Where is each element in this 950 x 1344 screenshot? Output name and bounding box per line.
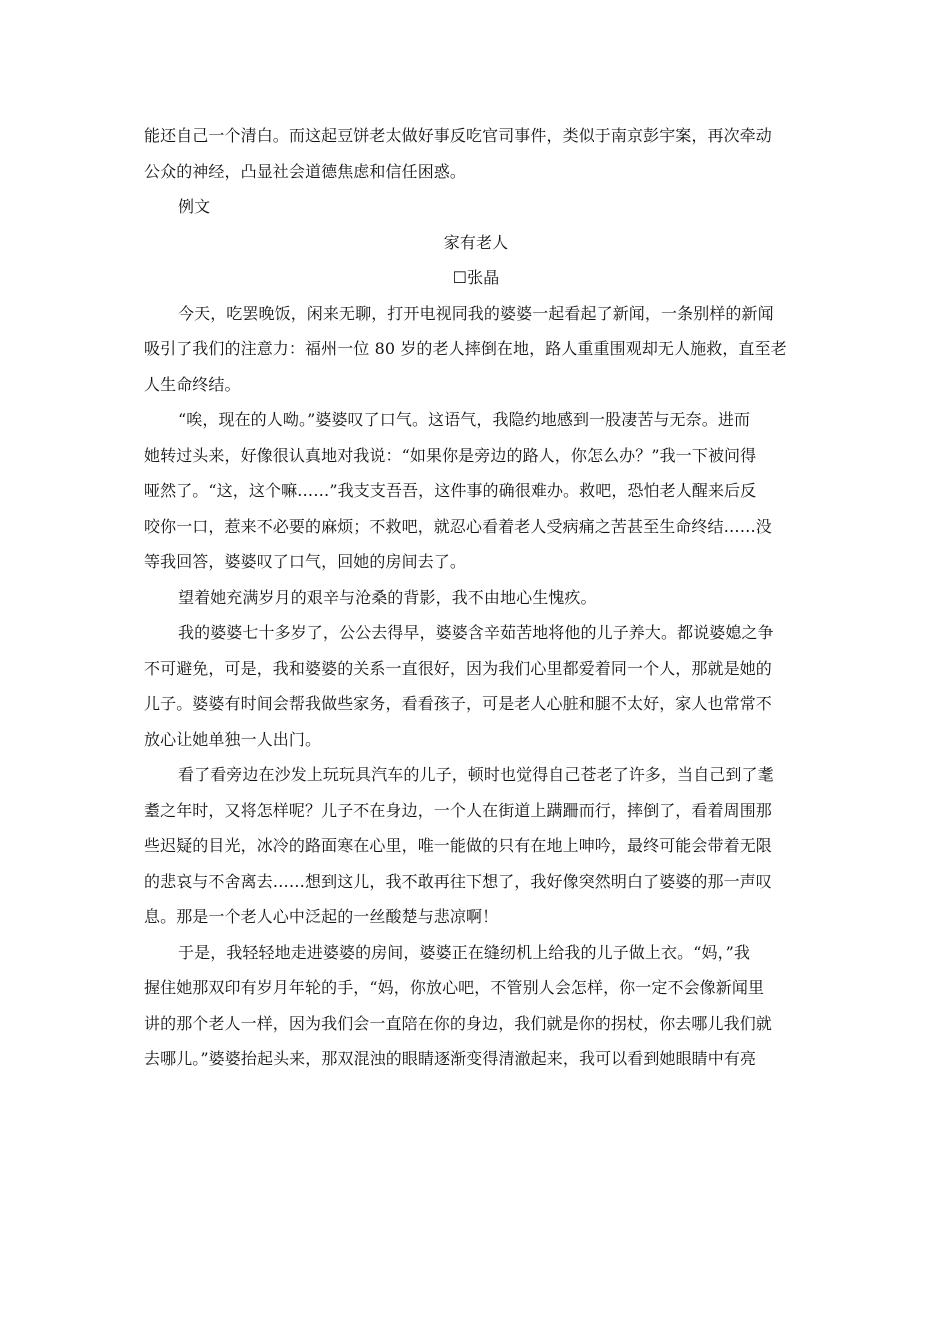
intro-paragraph bbox=[144, 118, 808, 189]
text-line: 耋之年时，又将怎样呢？儿子不在身边，一个人在街道上蹒跚而行，摔倒了，看着周围那 bbox=[144, 800, 772, 820]
text-line: 公众的神经，凸显社会道德焦虑和信任困惑。 bbox=[144, 161, 467, 181]
text-line: 等我回答，婆婆叹了口气，回她的房间去了。 bbox=[144, 552, 467, 571]
text-line: 哑然了。“这，这个嘛……”我支支吾吾，这件事的确很难办。救吧，恐怕老人醒来后反 bbox=[144, 481, 757, 500]
text-line: 看了看旁边在沙发上玩玩具汽车的儿子，顿时也觉得自己苍老了许多，当自己到了耄 bbox=[178, 765, 774, 784]
text-line: 不可避免，可是，我和婆婆的关系一直很好，因为我们心里都爱着同一个人，那就是她的 bbox=[144, 658, 772, 678]
essay-paragraph-3 bbox=[144, 580, 808, 616]
text-line: 握住她那双印有岁月年轮的手，“妈，你放心吧，不管别人会怎样，你一定不会像新闻里 bbox=[144, 978, 765, 997]
essay-author: ☐张晶 bbox=[452, 268, 500, 287]
text-line: 些迟疑的目光，冰冷的路面寒在心里，唯一能做的只有在地上呻吟，最终可能会带着无限 bbox=[144, 836, 772, 855]
essay-paragraph-6 bbox=[144, 935, 808, 1077]
text-line: 咬你一口，惹来不必要的麻烦；不救吧，就忍心看着老人受病痛之苦甚至生命终结……没 bbox=[144, 516, 772, 536]
text-line: 我的婆婆七十多岁了，公公去得早，婆婆含辛茹苦地将他的儿子养大。都说婆媳之争 bbox=[178, 623, 774, 642]
text-line: 去哪儿。”婆婆抬起头来，那双混浊的眼睛逐渐变得清澈起来，我可以看到她眼睛中有亮 bbox=[144, 1049, 757, 1068]
essay-paragraph-4 bbox=[144, 615, 808, 757]
essay-paragraph-2 bbox=[144, 402, 808, 580]
essay-paragraph-1 bbox=[144, 296, 808, 403]
text-line: 息。那是一个老人心中泛起的一丝酸楚与悲凉啊！ bbox=[144, 907, 499, 926]
text-line: 讲的那个老人一样，因为我们会一直陪在你的身边，我们就是你的拐杖，你去哪儿我们就 bbox=[144, 1013, 772, 1033]
text-line: 人生命终结。 bbox=[144, 374, 241, 394]
text-line: 的悲哀与不舍离去……想到这儿，我不敢再往下想了，我好像突然明白了婆婆的那一声叹 bbox=[144, 871, 772, 891]
example-label: 例文 bbox=[178, 197, 211, 216]
text-line: 能还自己一个清白。而这起豆饼老太做好事反吃官司事件，类似于南京彭宇案，再次牵动 bbox=[144, 126, 772, 145]
text-line: “唉，现在的人呦。”婆婆叹了口气。这语气，我隐约地感到一股凄苦与无奈。进而 bbox=[178, 410, 751, 429]
essay-paragraph-5 bbox=[144, 757, 808, 935]
text-line: 望着她充满岁月的艰辛与沧桑的背影，我不由地心生愧疚。 bbox=[178, 587, 597, 607]
text-line: 于是，我轻轻地走进婆婆的房间，婆婆正在缝纫机上给我的儿子做上衣。“妈，”我 bbox=[178, 942, 751, 962]
text-line: 今天，吃罢晚饭，闲来无聊，打开电视同我的婆婆一起看起了新闻，一条别样的新闻 bbox=[178, 303, 774, 323]
document-page bbox=[144, 118, 808, 1077]
text-line: 儿子。婆婆有时间会帮我做些家务，看看孩子，可是老人心脏和腿不太好，家人也常常不 bbox=[144, 694, 772, 713]
text-line: 她转过头来，好像很认真地对我说：“如果你是旁边的路人，你怎么办？”我一下被问得 bbox=[144, 445, 757, 465]
text-line: 放心让她单独一人出门。 bbox=[144, 729, 322, 749]
essay-title: 家有老人 bbox=[443, 232, 509, 252]
text-line: 吸引了我们的注意力：福州一位 80 岁的老人摔倒在地，路人重重围观却无人施救，直至老 bbox=[144, 339, 787, 358]
